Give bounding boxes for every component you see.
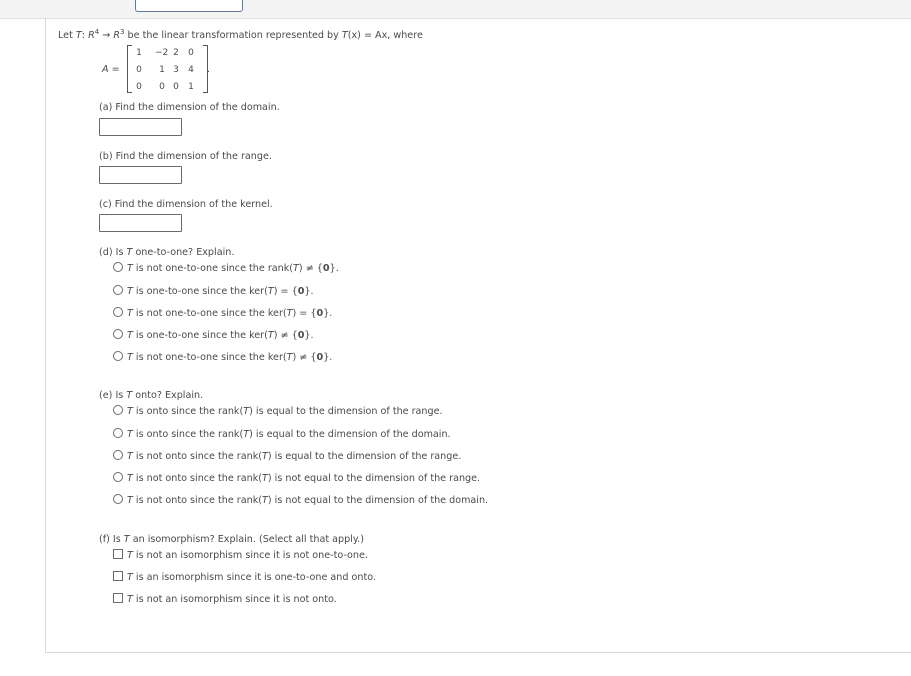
matrix-cell: 0 — [188, 48, 194, 58]
matrix-left-bracket — [127, 45, 132, 93]
checkbox[interactable] — [113, 593, 123, 603]
top-answer-box[interactable] — [135, 0, 243, 12]
matrix-cell: 4 — [188, 65, 194, 75]
radio-button[interactable] — [113, 428, 123, 438]
matrix-cell: 1 — [188, 82, 194, 92]
radio-button[interactable] — [113, 472, 123, 482]
matrix-cell: 2 — [173, 48, 179, 58]
radio-button[interactable] — [113, 450, 123, 460]
part-e-question: (e) Is T onto? Explain. — [99, 390, 204, 401]
radio-button[interactable] — [113, 307, 123, 317]
matrix-cell: 1 — [159, 65, 165, 75]
onto-option[interactable]: T is onto since the rank(T) is equal to the dimension of the domain. — [113, 428, 451, 442]
matrix-A — [127, 45, 211, 93]
isomorphism-option[interactable]: T is an isomorphism since it is one-to-one and onto. — [113, 571, 376, 585]
matrix-cell: 0 — [136, 65, 142, 75]
radio-button[interactable] — [113, 262, 123, 272]
isomorphism-option[interactable]: T is not an isomorphism since it is not one-to-one. — [113, 549, 368, 563]
matrix-cell: 1 — [136, 48, 142, 58]
onto-option[interactable]: T is not onto since the rank(T) is not equal to the dimension of the range. — [113, 472, 480, 486]
matrix-cell: 0 — [173, 82, 179, 92]
one-to-one-option[interactable]: T is one-to-one since the ker(T) ≠ {0}. — [113, 329, 314, 343]
kernel-dimension-input[interactable] — [99, 214, 182, 232]
onto-option[interactable]: T is not onto since the rank(T) is equal to the dimension of the range. — [113, 450, 461, 464]
one-to-one-option[interactable]: T is one-to-one since the ker(T) = {0}. — [113, 285, 314, 299]
onto-option[interactable]: T is onto since the rank(T) is equal to the dimension of the range. — [113, 405, 443, 419]
part-a-question: (a) Find the dimension of the domain. — [99, 102, 280, 113]
radio-button[interactable] — [113, 351, 123, 361]
radio-button[interactable] — [113, 405, 123, 415]
part-f-question: (f) Is T an isomorphism? Explain. (Select all that apply.) — [99, 534, 364, 545]
matrix-label: A = — [102, 64, 120, 75]
one-to-one-option[interactable]: T is not one-to-one since the ker(T) ≠ {0}. — [113, 351, 332, 365]
matrix-cell: 3 — [173, 65, 179, 75]
onto-option[interactable]: T is not onto since the rank(T) is not equal to the dimension of the domain. — [113, 494, 488, 508]
intro-text: Let T: $R^4 \to R^3$ be the linear transformation represented by T(x) = Ax, where — [58, 28, 423, 42]
radio-button[interactable] — [113, 494, 123, 504]
checkbox[interactable] — [113, 549, 123, 559]
matrix-cell: 0 — [136, 82, 142, 92]
one-to-one-option[interactable]: T is not one-to-one since the rank(T) ≠ {0}. — [113, 262, 339, 276]
part-b-question: (b) Find the dimension of the range. — [99, 151, 272, 162]
matrix-cell: −2 — [155, 48, 169, 58]
part-d-question: (d) Is T one-to-one? Explain. — [99, 247, 235, 258]
matrix-cell: 0 — [159, 82, 165, 92]
radio-button[interactable] — [113, 329, 123, 339]
part-c-question: (c) Find the dimension of the kernel. — [99, 199, 273, 210]
one-to-one-option[interactable]: T is not one-to-one since the ker(T) = {0}. — [113, 307, 332, 321]
checkbox[interactable] — [113, 571, 123, 581]
radio-button[interactable] — [113, 285, 123, 295]
matrix-period: . — [207, 64, 211, 75]
domain-dimension-input[interactable] — [99, 118, 182, 136]
range-dimension-input[interactable] — [99, 166, 182, 184]
isomorphism-option[interactable]: T is not an isomorphism since it is not onto. — [113, 593, 337, 607]
